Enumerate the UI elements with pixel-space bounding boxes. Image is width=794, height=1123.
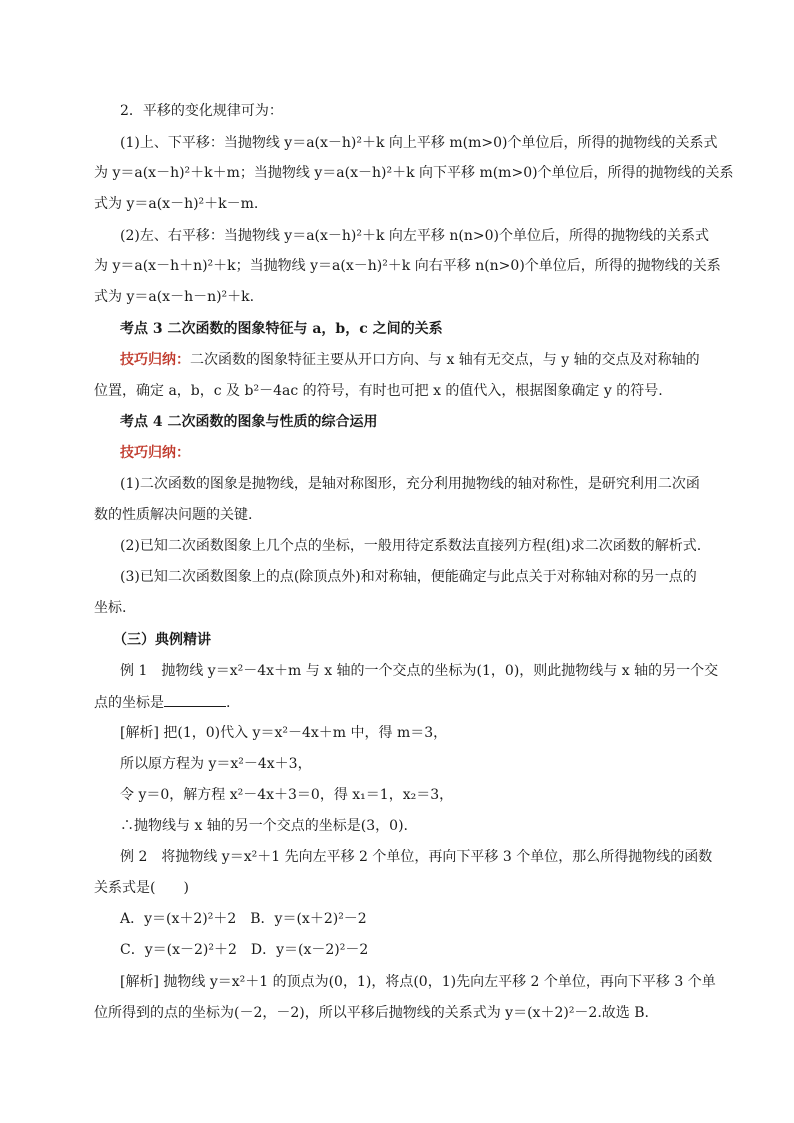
example-1-text: 点的坐标是 (94, 695, 164, 711)
solution-1-line-3: 令 y＝0，解方程 x²－4x＋3＝0，得 x₁＝1，x₂＝3， (120, 787, 454, 803)
section-3-heading: （三）典例精讲 (113, 632, 211, 648)
rule-1-line-1: (1)上、下平移：当抛物线 y＝a(x－h)²＋k 向上平移 m(m>0)个单位后，所得的抛物线的关系式 (120, 135, 718, 151)
rule-1-line-2: 为 y＝a(x－h)²＋k＋m；当抛物线 y＝a(x－h)²＋k 向下平移 m(m>0)个单位后，所得的抛物线的关系 (94, 165, 734, 181)
solution-2-line-1: [解析] 抛物线 y＝x²＋1 的顶点为(0，1)，将点(0，1)先向左平移 2 个单位，再向下平移 3 个单 (120, 974, 716, 990)
solution-2-line-2: 位所得到的点的坐标为(－2，－2)，所以平移后抛物线的关系式为 y＝(x＋2)²－2.故选 B. (94, 1005, 649, 1021)
kaodian-3-heading: 考点 3 二次函数的图象特征与 a，b，c 之间的关系 (120, 321, 443, 337)
example-1-line-1: 例 1 抛物线 y＝x²－4x＋m 与 x 轴的一个交点的坐标为(1，0)，则此抛物线与 x 轴的另一个交 (120, 663, 719, 679)
tip-4-item-3-line-1: (3)已知二次函数图象上的点(除顶点外)和对称轴，便能确定与此点关于对称轴对称的另一点的 (120, 569, 697, 585)
solution-1-line-1: [解析] 把(1，0)代入 y＝x²－4x＋m 中，得 m＝3， (120, 725, 448, 741)
tip-4-item-2: (2)已知二次函数图象上几个点的坐标，一般用待定系数法直接列方程(组)求二次函数的解析式. (120, 538, 702, 554)
example-2-line-2: 关系式是( ) (94, 880, 189, 896)
answer-blank (164, 692, 226, 707)
tip-4-item-1-line-2: 数的性质解决问题的关键. (94, 507, 253, 523)
tip-3-line-2: 位置，确定 a，b，c 及 b²－4ac 的符号，有时也可把 x 的值代入，根据图象确定 y 的符号. (94, 383, 663, 399)
rule-1-line-3: 式为 y＝a(x－h)²＋k－m. (94, 196, 259, 212)
tip-3-line-1 (120, 350, 700, 370)
example-2-options-ab: A．y＝(x＋2)²＋2 B．y＝(x＋2)²－2 (120, 911, 367, 927)
kaodian-4-heading: 考点 4 二次函数的图象与性质的综合运用 (120, 414, 378, 430)
solution-1-line-4: ∴抛物线与 x 轴的另一个交点的坐标是(3，0). (120, 818, 408, 834)
example-1-period: . (226, 695, 231, 711)
rule-2-line-1: (2)左、右平移：当抛物线 y＝a(x－h)²＋k 向左平移 n(n>0)个单位后，所得的抛物线的关系式 (120, 228, 709, 244)
tip-4-label: 技巧归纳： (120, 445, 190, 461)
tip-4-item-1-line-1: (1)二次函数的图象是抛物线，是轴对称图形，充分利用抛物线的轴对称性，是研究利用二次函 (120, 476, 700, 492)
rule-2-line-2: 为 y＝a(x－h＋n)²＋k；当抛物线 y＝a(x－h)²＋k 向右平移 n(n>0)个单位后，所得的抛物线的关系 (94, 258, 721, 274)
example-2-line-1: 例 2 将抛物线 y＝x²＋1 先向左平移 2 个单位，再向下平移 3 个单位，那么所得抛物线的函数 (120, 849, 713, 865)
example-1-line-2 (94, 692, 230, 713)
rule-2-line-3: 式为 y＝a(x－h－n)²＋k. (94, 289, 255, 305)
tip-3-text: 二次函数的图象特征主要从开口方向、与 x 轴有无交点，与 y 轴的交点及对称轴的 (190, 352, 700, 368)
example-2-options-cd: C．y＝(x－2)²＋2 D．y＝(x－2)²－2 (120, 942, 369, 958)
solution-1-line-2: 所以原方程为 y＝x²－4x＋3， (120, 756, 312, 772)
tip-4-item-3-line-2: 坐标. (94, 600, 127, 616)
tip-label: 技巧归纳： (120, 352, 190, 368)
section-2-heading: 2．平移的变化规律可为： (120, 103, 283, 119)
